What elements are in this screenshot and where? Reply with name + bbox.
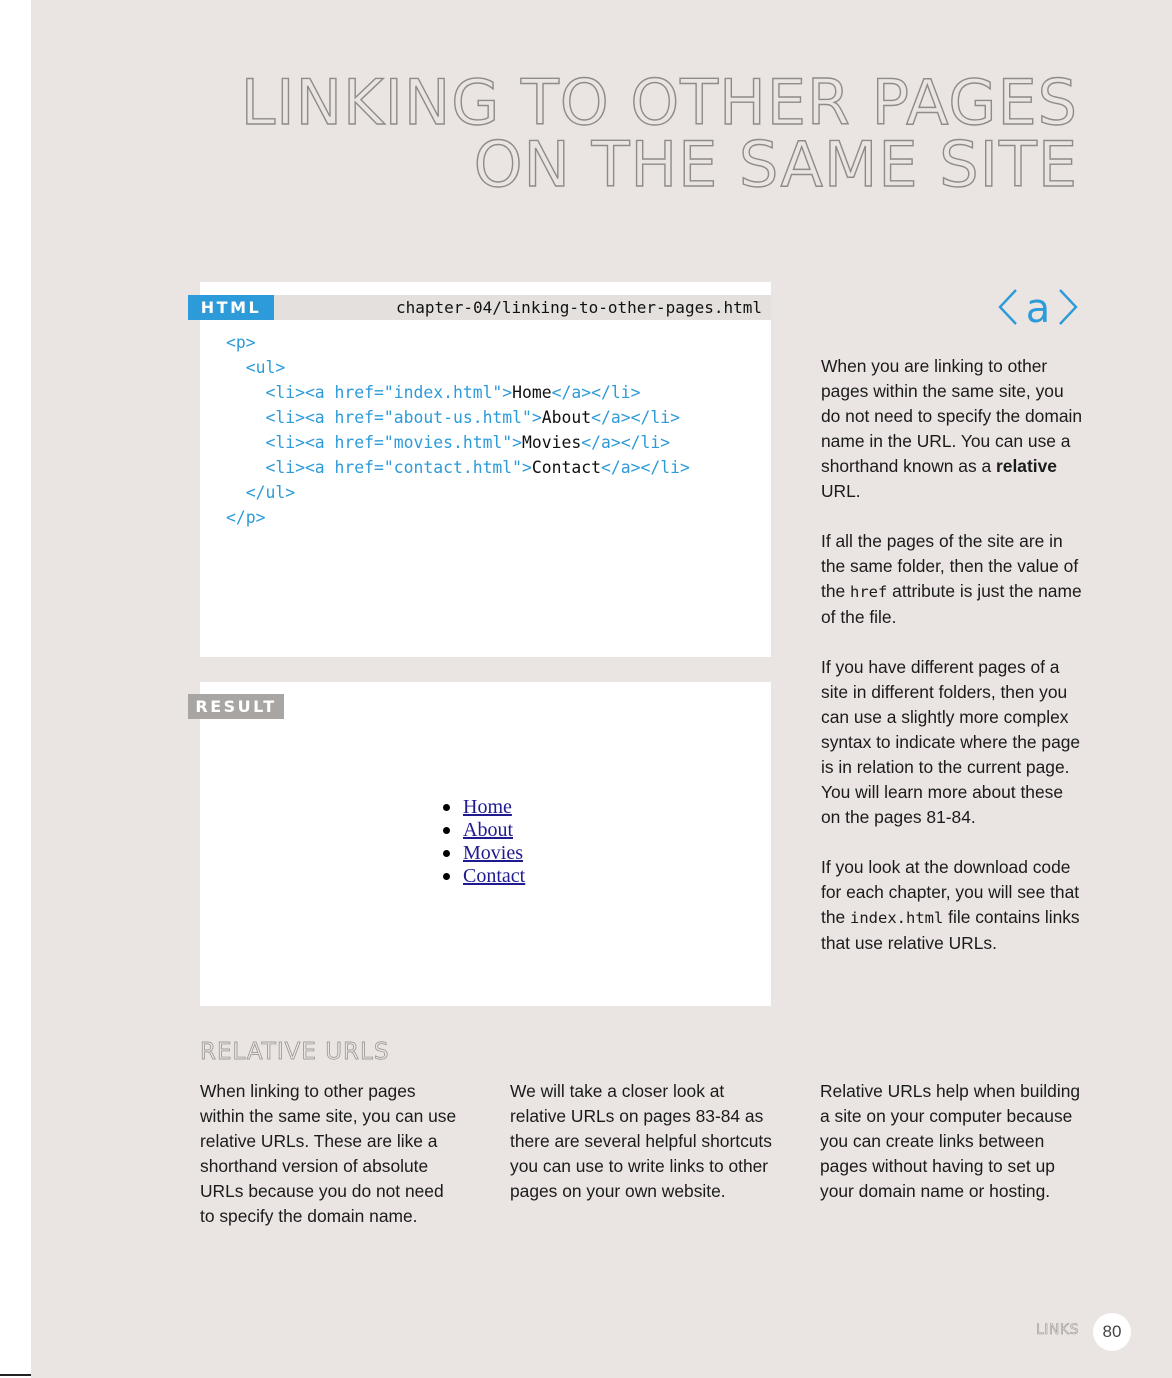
list-item: [463, 819, 525, 842]
code-header-bar: [200, 295, 771, 320]
anchor-element-letter: a: [1025, 286, 1051, 330]
code-example-panel: [200, 282, 771, 657]
list-item: [463, 842, 525, 865]
code-line: <li><a href="contact.html">Contact</a></li>: [226, 458, 690, 477]
code-line: </p>: [226, 508, 266, 527]
code-line: <li><a href="index.html">Home</a></li>: [226, 383, 641, 402]
footer-section-label: LINKS: [1036, 1322, 1079, 1338]
relative-term: relative: [996, 456, 1057, 476]
code-line: <p>: [226, 333, 256, 352]
bullet-icon: [443, 873, 450, 880]
contact-link[interactable]: Contact: [463, 865, 526, 887]
bullet-icon: [443, 827, 450, 834]
list-item: [463, 865, 525, 888]
section-heading: RELATIVE URLS: [200, 1039, 390, 1065]
sidebar-paragraph-2: If all the pages of the site are in the same folder, then the value of the href attribute is just the name of the file.: [821, 531, 1082, 627]
page-number-badge: 80: [1093, 1313, 1131, 1351]
code-block: [226, 330, 690, 530]
movies-link[interactable]: Movies: [463, 842, 523, 864]
section-column-2: We will take a closer look at relative URLs on pages 83-84 as there are several helpful shortcuts you can use to write links to other pages on your own website.: [510, 1081, 772, 1201]
sidebar-paragraph-3: If you have different pages of a site in different folders, then you can use a slightly more complex syntax to indicate where the page is in relation to the current page. You will learn more about these on the pages 81-84.: [821, 657, 1081, 827]
bullet-icon: [443, 850, 450, 857]
section-column-1: When linking to other pages within the same site, you can use relative URLs. These are like a shorthand version of absolute URLs because you do not need to specify the domain name.: [200, 1081, 457, 1226]
index-html-code: index.html: [850, 909, 944, 927]
section-column-3: Relative URLs help when building a site on your computer because you can create links between pages without having to set up your domain name or hosting.: [820, 1081, 1081, 1201]
code-line: </ul>: [226, 483, 296, 502]
code-line: <li><a href="movies.html">Movies</a></li>: [226, 433, 671, 452]
result-label-tab: RESULT: [188, 694, 284, 719]
code-line: <li><a href="about-us.html">About</a></li>: [226, 408, 680, 427]
sidebar-paragraph-4: If you look at the download code for each chapter, you will see that the index.html file contains links that use relative URLs.: [821, 857, 1080, 953]
home-link[interactable]: Home: [463, 796, 512, 818]
result-preview-panel: [200, 682, 771, 1006]
code-filename: chapter-04/linking-to-other-pages.html: [395, 298, 762, 317]
sidebar-description: [821, 354, 1085, 981]
list-item: [463, 796, 525, 819]
sidebar-paragraph-1: When you are linking to other pages within the same site, you do not need to specify the domain name in the URL. You can use a shorthand known as a relative URL.: [821, 356, 1083, 501]
page-edge-marker: [0, 1374, 31, 1376]
page-title-line-2: ON THE SAME SITE: [473, 128, 1078, 201]
about-link[interactable]: About: [463, 819, 513, 841]
code-line: <ul>: [226, 358, 286, 377]
href-code: href: [850, 583, 888, 601]
bullet-icon: [443, 804, 450, 811]
anchor-element-icon: [996, 284, 1080, 330]
page-title-line-1: LINKING TO OTHER PAGES: [240, 66, 1078, 139]
result-link-list: [463, 796, 525, 888]
html-label-tab: HTML: [188, 295, 274, 320]
page-title: [178, 66, 1078, 201]
